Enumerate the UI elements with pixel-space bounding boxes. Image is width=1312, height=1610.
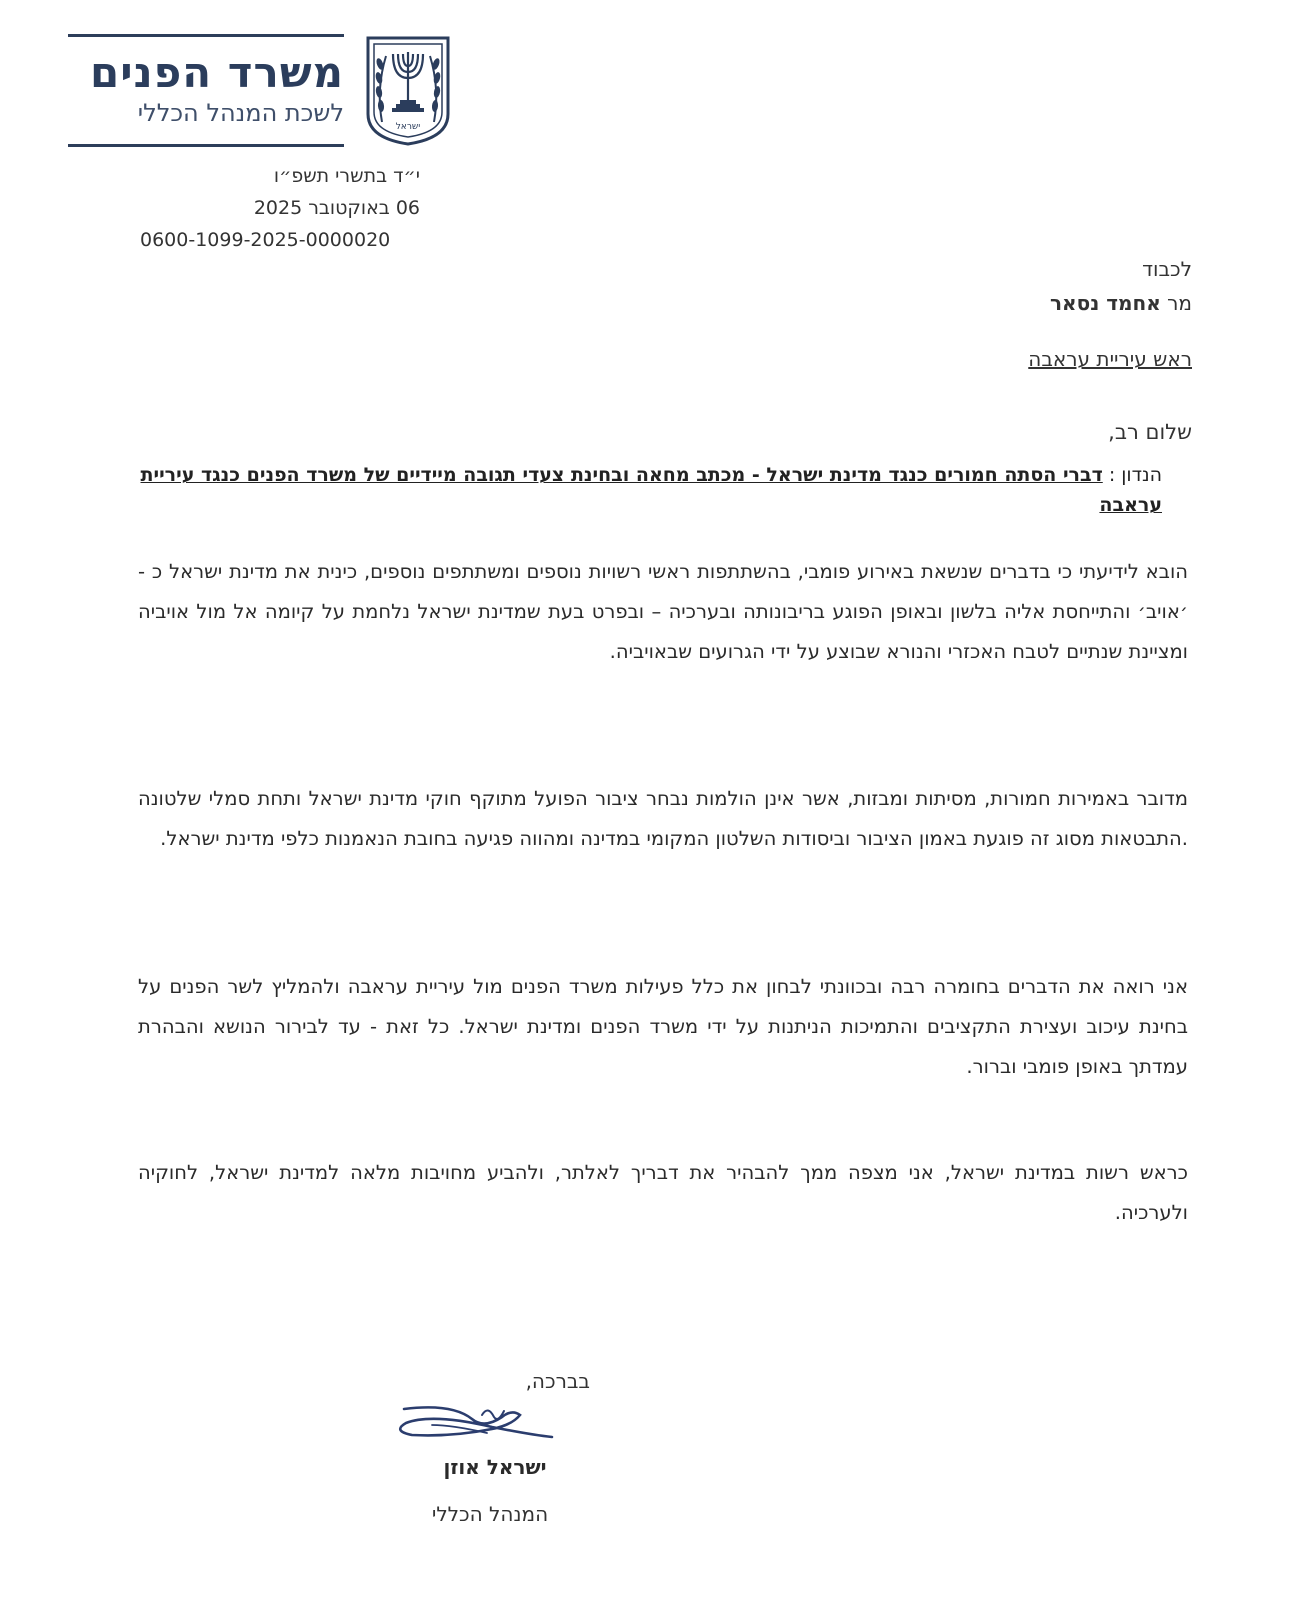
ministry-name: משרד הפנים [90,48,344,97]
body-paragraph: אני רואה את הדברים בחומרה רבה ובכוונתי לבחון את כלל פעילות משרד הפנים מול עיריית עראבה ולהמליץ לשר הפנים על בחינת עיכוב ועצירת התקציבים והתמיכות הניתנות על ידי משרד הפנים ומדינת ישראל. כל זאת - עד לבירור הנושא והבהרת עמדתך באופן פומבי וברור. [138,975,1188,1078]
letterhead-top-rule [68,34,344,37]
recipient-prefix: מר [1167,291,1192,315]
closing-blessing: בברכה, [525,1369,590,1393]
subject-text: דברי הסתה חמורים כנגד מדינת ישראל - מכתב מחאה ובחינת צעדי תגובה מיידיים של משרד הפנים כנגד עיריית עראבה [140,464,1162,516]
body-paragraph: כראש רשות במדינת ישראל, אני מצפה ממך להבהיר את דבריך לאלתר, ולהביע מחויבות מלאה למדינת ישראל, לחוקיה ולערכיה. [138,1161,1188,1224]
recipient-honorific: לכבוד [1142,257,1192,281]
subject-line [140,460,1162,520]
reference-number: 0600-1099-2025-0000020 [140,229,391,251]
state-emblem-icon [364,34,452,147]
letterhead-bottom-rule [68,144,344,147]
handwritten-signature [392,1395,567,1455]
body-paragraph: הובא לידיעתי כי בדברים שנשאת באירוע פומבי, בהשתתפות ראשי רשויות נוספים ומשתתפים נוספים, כינית את מדינת ישראל כ - ׳אויב׳ והתייחסת אליה בלשון ובאופן הפוגע בריבונותה ובערכיה – ובפרט בעת שמדינת ישראל נלחמת על קיומה אל מול אויביה ומציינת שנתיים לטבח האכזרי והנורא שבוצע על ידי הגרועים שבאויביה. [138,560,1188,663]
subject-label: הנדון : [1108,464,1162,486]
hebrew-date: י״ד בתשרי תשפ״ו [273,165,420,187]
signer-title: המנהל הכללי [431,1502,549,1526]
body-paragraph: מדובר באמירות חמורות, מסיתות ומבזות, אשר אינן הולמות נבחר ציבור הפועל מתוקף חוקי מדינת ישראל ותחת סמלי שלטונה .התבטאות מסוג זה פוגעת באמון הציבור וביסודות השלטון המקומי במדינה ומהווה פגיעה בחובת הנאמנות כלפי מדינת ישראל. [138,787,1188,850]
signer-name: ישראל אוזן [443,1455,547,1479]
recipient-line [592,286,1192,320]
gregorian-date: 06 באוקטובר 2025 [253,197,420,219]
letterhead [68,34,456,149]
recipient-block [592,252,1192,376]
recipient-name: אחמד נסאר [1050,291,1161,315]
recipient-title: ראש עיריית עראבה [1028,347,1192,371]
office-name: לשכת המנהל הכללי [137,99,344,127]
greeting: שלום רב, [1108,420,1192,444]
date-block [140,160,420,256]
emblem-caption: ישראל [395,122,421,132]
